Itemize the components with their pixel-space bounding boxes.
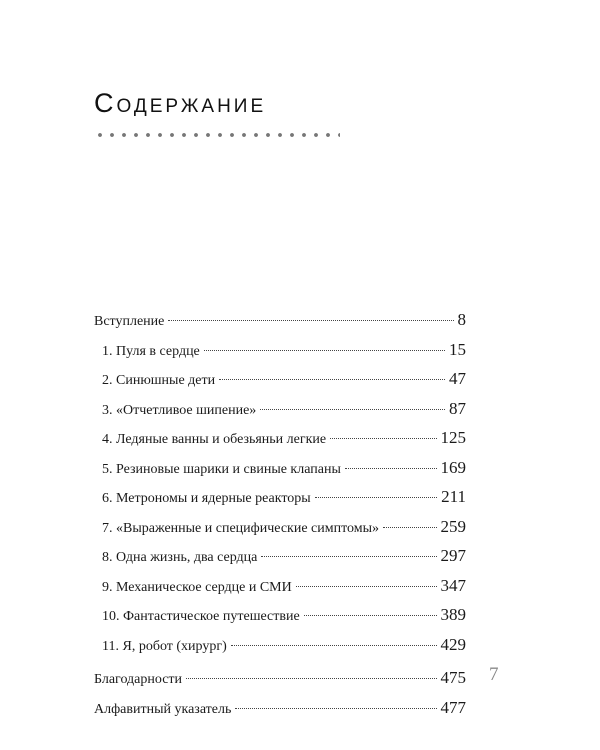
toc-dot-leader (315, 497, 437, 498)
toc-entry-page: 47 (449, 369, 466, 388)
toc-dot-leader (330, 438, 436, 439)
toc-entry-page: 475 (440, 668, 466, 687)
toc-entry-page: 297 (440, 546, 466, 565)
toc-entry (94, 546, 466, 576)
toc-entry-title: 7. «Выраженные и специфические симптомы» (102, 520, 380, 536)
toc-dot-leader (260, 409, 445, 410)
toc-entry-title: 1. Пуля в сердце (102, 343, 200, 359)
toc-entry-title: 5. Резиновые шарики и свиные клапаны (102, 461, 341, 477)
decorative-dotted-rule (94, 132, 340, 138)
toc-entry-page: 259 (440, 516, 466, 536)
toc-dot-leader (219, 379, 445, 380)
toc-entry-page: 15 (449, 339, 466, 359)
toc-entry-page: 211 (441, 487, 466, 506)
toc-dot-leader (231, 645, 437, 646)
toc-dot-leader (383, 527, 436, 528)
toc-entry-title: Алфавитный указатель (94, 701, 232, 717)
toc-entry-title: 9. Механическое сердце и СМИ (102, 579, 292, 595)
toc-entry (94, 399, 466, 429)
toc-dot-leader (345, 468, 437, 469)
toc-entry-title: 2. Синюшные дети (102, 373, 216, 388)
toc-entry-page: 169 (440, 457, 466, 477)
toc-entry-page: 389 (440, 605, 466, 624)
toc-entry-page: 8 (457, 310, 466, 329)
page-number: 7 (489, 664, 499, 685)
toc-entry (94, 310, 466, 340)
toc-entry-page: 347 (440, 575, 466, 595)
toc-entry-title: Благодарности (94, 672, 183, 687)
toc-entry (94, 576, 466, 606)
toc-entry-page: 125 (440, 428, 466, 447)
toc-entry-page: 87 (449, 398, 466, 418)
toc-entry (94, 698, 466, 728)
toc-entry (94, 487, 466, 517)
toc-dot-leader (304, 615, 437, 616)
toc-entry-title: 4. Ледяные ванны и обезьяньи легкие (102, 432, 327, 447)
toc-entry-title: 10. Фантастическое путешествие (102, 609, 300, 624)
toc-entry (94, 668, 466, 698)
toc-entry-title: 6. Метрономы и ядерные реакторы (102, 491, 311, 506)
toc-dot-leader (186, 678, 436, 679)
toc-entry (94, 458, 466, 488)
toc-entry (94, 605, 466, 635)
toc-dot-leader (204, 350, 445, 351)
toc-entry (94, 369, 466, 399)
toc-entry-title: Вступление (94, 314, 165, 329)
toc-dot-leader (168, 320, 453, 321)
page-title: Содержание (94, 88, 267, 118)
toc-dot-leader (261, 556, 436, 557)
toc-dot-leader (235, 708, 436, 709)
toc-entry-page: 429 (440, 634, 466, 654)
table-of-contents (94, 310, 466, 727)
toc-dot-leader (296, 586, 437, 587)
toc-entry (94, 517, 466, 547)
toc-entry (94, 340, 466, 370)
toc-entry-page: 477 (440, 697, 466, 717)
toc-entry-title: 8. Одна жизнь, два сердца (102, 550, 258, 565)
toc-entry (94, 635, 466, 665)
toc-entry (94, 428, 466, 458)
toc-entry-title: 3. «Отчетливое шипение» (102, 402, 257, 418)
toc-entry-title: 11. Я, робот (хирург) (102, 638, 227, 654)
